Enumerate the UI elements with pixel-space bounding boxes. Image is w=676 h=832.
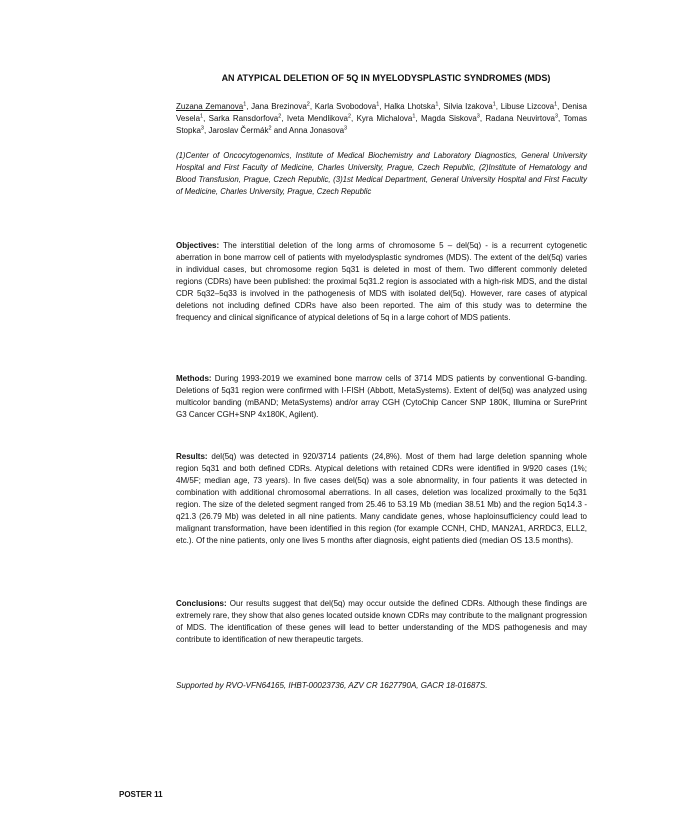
author-affiliation-number: 3	[476, 113, 480, 120]
author-affiliation-number: 1	[200, 113, 204, 120]
author-affiliation-number: 2	[306, 101, 310, 108]
conclusions-label: Conclusions:	[176, 599, 227, 608]
author-affiliation-number: 1	[435, 101, 439, 108]
conclusions-text: Our results suggest that del(5q) may occur outside the defined CDRs. Although these findings are extremely rare, they show that also genes located outside known CDRs may contribute to the malignant progression of MDS. The identification of these genes will lead to better understanding of the MDS pathogenesis and may contribute to identification of new therapeutic targets.	[176, 599, 587, 644]
funding-statement: Supported by RVO-VFN64165, IHBT-00023736, AZV CR 1627790A, GACR 18-01687S.	[176, 681, 488, 690]
results-text: del(5q) was detected in 920/3714 patients (24,8%). Most of them had large deletion spanning whole region 5q31 and both defined CDRs. Atypical deletions with retained CDRs were identified in 9/920 cases (1%; 4M/5F; median age, 73 years). In five cases del(5q) was a sole abnormality, in four patients it was detected in combination with additional chromosomal aberrations. In all cases, deletion was localized proximally to the 5q31 region. The size of the deleted segment ranged from 25.46 to 53.19 Mb (median 38.51 Mb) and the region 5q14.3 - q21.3 (26.79 Mb) was deleted in all nine patients. Many candidate genes, whose haploinsufficiency could lead to malignant transformation, have been identified in this region (for example CCNH, CHD, MAN2A1, ARRDC3, ELL2, etc.). Of the nine patients, only one lives 5 months after diagnosis, eight patients died (median OS 13.5 months).	[176, 452, 587, 545]
author-affiliation-number: 1	[243, 101, 247, 108]
author-name: Jaroslav Čermák	[208, 126, 269, 135]
methods-label: Methods:	[176, 374, 212, 383]
results-label: Results:	[176, 452, 208, 461]
author-name: Anna Jonasova	[288, 126, 345, 135]
author-affiliation-number: 3	[554, 113, 559, 120]
author-name: Kyra Michalova	[356, 114, 413, 123]
objectives-section	[176, 240, 587, 324]
author-name: Sarka Ransdorfova	[208, 114, 279, 123]
author-name: Magda Siskova	[420, 114, 477, 123]
methods-section	[176, 373, 587, 421]
author-affiliation-number: 1	[412, 113, 416, 120]
author-affiliation-number: 3	[344, 125, 348, 132]
author-name: Karla Svobodova	[314, 102, 377, 111]
author-name: Libuse Lizcova	[500, 102, 555, 111]
author-name: Halka Lhotska	[384, 102, 436, 111]
author-affiliation-number: 2	[278, 113, 282, 120]
author-name: Tomas Stopka	[176, 114, 588, 135]
author-affiliation-number: 2	[347, 113, 352, 120]
methods-text: During 1993-2019 we examined bone marrow cells of 3714 MDS patients by conventional G-banding. Deletions of 5q31 region were confirmed with I-FISH (Abbott, MetaSystems). Extent of del(5q) was analyzed using multicolor banding (mBAND; MetaSystems) and/or array CGH (CytoChip Cancer SNP 180K, Illumina or SurePrint G3 Cancer CGH+SNP 4x180K, Agilent).	[176, 374, 587, 419]
author-affiliation-number: 2	[268, 125, 272, 132]
author-affiliation-number: 1	[554, 101, 558, 108]
author-affiliation-number: 1	[376, 101, 380, 108]
author-name: Jana Brezinova	[251, 102, 307, 111]
objectives-text: The interstitial deletion of the long arms of chromosome 5 – del(5q) - is a recurrent cytogenetic aberration in bone marrow cell of patients with myelodysplastic syndromes (MDS). The extent of the del(5q) varies in individual cases, but chromosome region 5q31 is deleted in most of them. Two different commonly deleted regions (CDRs) have been published: the proximal 5q31.2 region is associated with a high-risk MDS, and the distal CDR 5q32–5q33 is involved in the pathogenesis of MDS with isolated del(5q). However, rare cases of atypical deletions not including defined CDRs have also been reported. The aim of this study was to determine the frequency and clinical significance of atypical deletions of 5q in a large cohort of MDS patients.	[176, 241, 588, 322]
author-name: Silvia Izakova	[443, 102, 493, 111]
author-name: Iveta Mendlikova	[286, 114, 348, 123]
conclusions-section	[176, 598, 587, 646]
abstract-title: AN ATYPICAL DELETION OF 5Q IN MYELODYSPLASTIC SYNDROMES (MDS)	[221, 73, 551, 83]
objectives-label: Objectives:	[176, 241, 220, 250]
author-name: Zuzana Zemanova	[176, 102, 244, 111]
affiliations: (1)Center of Oncocytogenomics, Institute of Medical Biochemistry and Laboratory Diagnostics, General University Hospital and First Faculty of Medicine, Charles University, Prague, Czech Republic, (2)Institute of Hematology and Blood Transfusion, Prague, Czech Republic, (3)1st Medical Department, General University Hospital and First Faculty of Medicine, Charles University, Prague, Czech Republic	[176, 151, 587, 196]
author-list: Zuzana Zemanova$^1$, Jana Brezinova$^2$, Karla Svobodova$^1$, Halka Lhotska$^1$, Silvia Izakova$^1$, Libuse Lizcova$^1$, Denisa Vesela$^1$, Sarka Ransdorfova$^2$, Iveta Mendlikova$^2$, Kyra Michalova$^1$, Magda Siskova$^3$, Radana Neuvirtova$^3$, Tomas Stopka$^3$, Jaroslav Čermák$^2$ and Anna Jonasova$^3$	[176, 101, 588, 135]
poster-number: POSTER 11	[119, 790, 163, 799]
author-name: Denisa Vesela	[176, 102, 587, 123]
author-affiliation-number: 1	[492, 101, 496, 108]
author-name: Radana Neuvirtova	[485, 114, 555, 123]
results-section	[176, 451, 587, 547]
author-affiliation-number: 3	[200, 125, 204, 132]
